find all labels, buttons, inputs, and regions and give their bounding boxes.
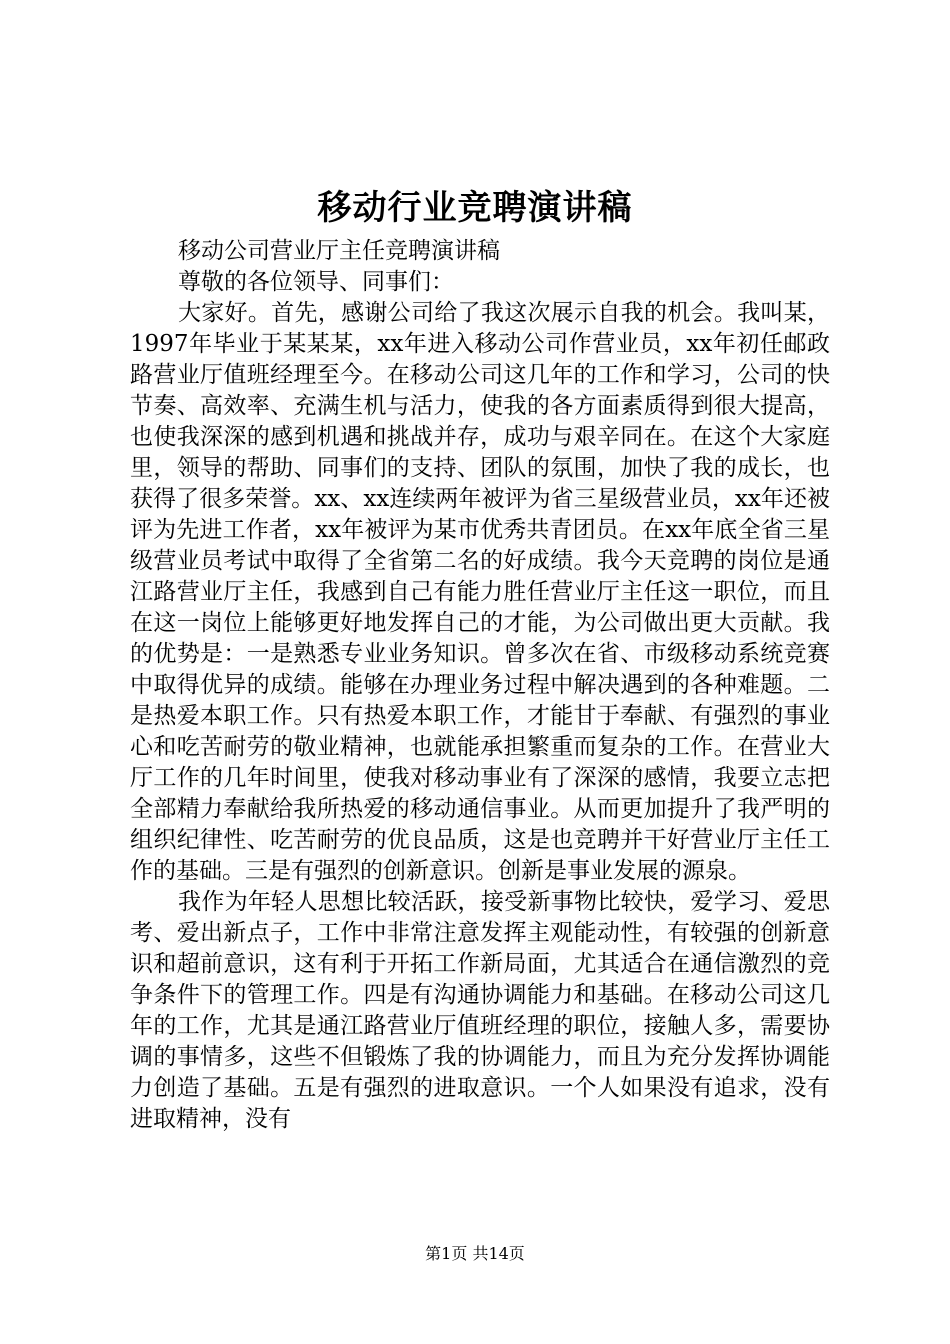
paragraph-body-2: 我作为年轻人思想比较活跃，接受新事物比较快，爱学习、爱思考、爱出新点子，工作中非常注意发挥主观能动性，有较强的创新意识和超前意识，这有利于开拓工作新局面，尤其适合在通信激烈的竞争条件下的管理工作。四是有沟通协调能力和基础。在移动公司这几年的工作，尤其是通江路营业厅值班经理的职位，接触人多，需要协调的事情多，这些不但锻炼了我的协调能力，而且为充分发挥协调能力创造了基础。五是有强烈的进取意识。一个人如果没有追求，没有进取精神，没有 [130, 889, 830, 1132]
paragraph-body-1: 大家好。首先，感谢公司给了我这次展示自我的机会。我叫某，1997年毕业于某某某，xx年进入移动公司作营业员，xx年初任邮政路营业厅值班经理至今。在移动公司这几年的工作和学习，公司的快节奏、高效率、充满生机与活力，使我的各方面素质得到很大提高，也使我深深的感到机遇和挑战并存，成功与艰辛同在。在这个大家庭里，领导的帮助、同事们的支持、团队的氛围，加快了我的成长，也获得了很多荣誉。xx、xx连续两年被评为省三星级营业员，xx年还被评为先进工作者，xx年被评为某市优秀共青团员。在xx年底全省三星级营业员考试中取得了全省第二名的好成绩。我今天竞聘的岗位是通江路营业厅主任，我感到自己有能力胜任营业厅主任这一职位，而且在这一岗位上能够更好地发挥自己的才能，为公司做出更大贡献。我的优势是：一是熟悉专业业务知识。曾多次在省、市级移动系统竞赛中取得优异的成绩。能够在办理业务过程中解决遇到的各种难题。二是热爱本职工作。只有热爱本职工作，才能甘于奉献、有强烈的事业心和吃苦耐劳的敬业精神，也就能承担繁重而复杂的工作。在营业大厅工作的几年时间里，使我对移动事业有了深深的感情，我要立志把全部精力奉献给我所热爱的移动通信事业。从而更加提升了我严明的组织纪律性、吃苦耐劳的优良品质，这是也竞聘并干好营业厅主任工作的基础。三是有强烈的创新意识。创新是事业发展的源泉。 [130, 300, 830, 884]
paragraph-salutation: 尊敬的各位领导、同事们： [178, 269, 454, 295]
document-title: 移动行业竞聘演讲稿 [317, 188, 633, 228]
paragraph-subtitle: 移动公司营业厅主任竞聘演讲稿 [178, 238, 500, 264]
page-number-footer: 第1页 共14页 [425, 1244, 525, 1263]
document-body [130, 236, 830, 1135]
